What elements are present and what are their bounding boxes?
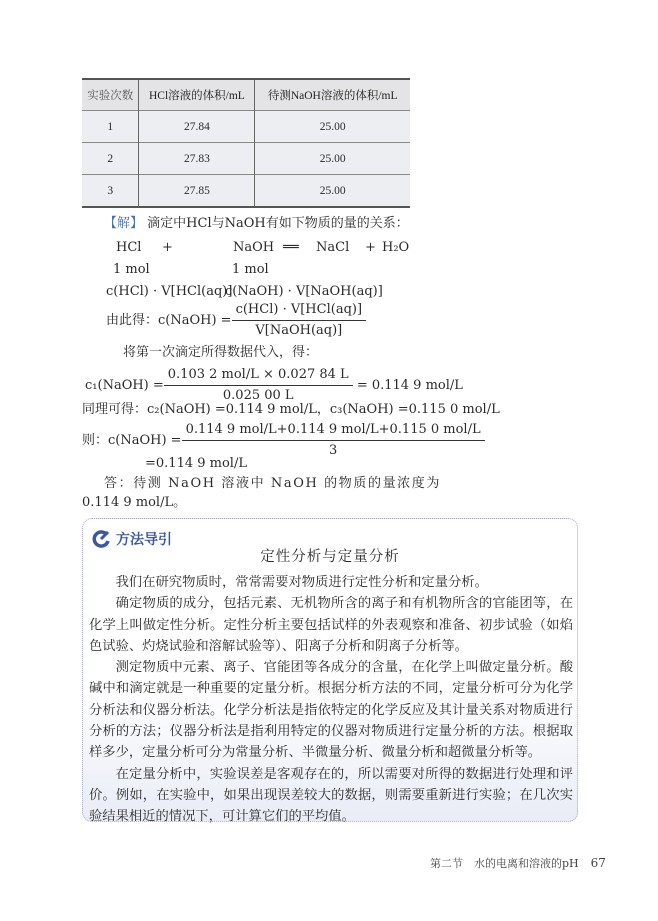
method-guide-box	[82, 518, 578, 825]
eq-term: +	[365, 240, 376, 255]
numerator: 0.114 9 mol/L+0.114 9 mol/L+0.115 0 mol/L	[182, 422, 485, 441]
mol-label: 1 mol	[232, 262, 269, 277]
cell: 2	[82, 143, 139, 175]
numerator: c(HCl) · V[HCl(aq)]	[232, 302, 366, 321]
paragraph: 测定物质中元素、离子、官能团等各成分的含量，在化学上叫做定量分析。酸碱中和滴定就是一种重要的定量分析。根据分析方法的不同，定量分析可分为化学分析法和仪器分析法。化学分析法是指依特定的化学反应及其计量关系对物质进行分析的方法；仪器分析法是指利用特定的仪器对物质进行定量分析的方法。根据取样多少，定量分析可分为常量分析、半微量分析、微量分析和超微量分析等。	[89, 660, 573, 761]
derive-prefix: 由此得：c(NaOH) =	[106, 313, 232, 328]
avg-result: =0.114 9 mol/L	[145, 456, 247, 471]
solution-label: 【解】	[104, 216, 144, 231]
page-number: 67	[590, 856, 606, 870]
cell: 1	[82, 111, 139, 143]
eq-term: NaOH	[233, 240, 275, 255]
col-header: HCl溶液的体积/mL	[139, 79, 255, 111]
box-body	[89, 572, 573, 828]
relation: c(NaOH) · V[NaOH(aq)]	[225, 284, 383, 299]
answer-value: 0.114 9 mol/L。	[82, 495, 187, 510]
denominator: 3	[328, 443, 338, 458]
c1-line	[85, 367, 463, 404]
intro-text: 滴定中HCl与NaOH有如下物质的量的关系：	[147, 216, 409, 231]
paragraph: 我们在研究物质时，常常需要对物质进行定性分析和定量分析。	[115, 575, 488, 590]
eq-term: H₂O	[382, 240, 410, 255]
eq-term: HCl	[116, 240, 142, 255]
cell: 27.84	[139, 111, 255, 143]
badge-label: 方法导引	[116, 532, 172, 548]
eq-term: +	[162, 240, 173, 255]
table-header-row	[82, 79, 410, 111]
c1-result: = 0.114 9 mol/L	[356, 378, 463, 393]
avg-prefix: 则：c(NaOH) =	[82, 433, 182, 448]
paragraph: 在定量分析中，实验误差是客观存在的，所以需要对所得的数据进行处理和评价。例如，在实验中，如果出现误差较大的数据，则需要重新进行实验；在几次实验结果相近的情况下，可计算它们的平均值。	[89, 766, 573, 825]
cell: 25.00	[255, 111, 410, 143]
avg-line	[82, 422, 485, 459]
box-title: 定性分析与定量分析	[260, 549, 400, 565]
cell: 27.83	[139, 143, 255, 175]
relation: c(HCl) · V[HCl(aq)]	[106, 284, 233, 299]
eq-term: ══	[283, 240, 299, 255]
col-header: 待测NaOH溶液的体积/mL	[255, 79, 410, 111]
solution-intro	[104, 216, 409, 232]
numerator: 0.103 2 mol/L × 0.027 84 L	[164, 367, 353, 386]
eq-term: NaCl	[316, 240, 350, 255]
col-header: 实验次数	[82, 79, 139, 111]
substitute-text: 将第一次滴定所得数据代入，得：	[123, 345, 319, 360]
cell: 27.85	[139, 175, 255, 208]
answer-line: 答：待测 NaOH 溶液中 NaOH 的物质的量浓度为	[104, 476, 441, 491]
similar-line: 同理可得：c₂(NaOH) =0.114 9 mol/L，c₃(NaOH) =0.115 0 mol/L	[82, 402, 500, 417]
cell: 3	[82, 175, 139, 208]
denominator: 0.025 00 L	[222, 388, 294, 403]
table-row	[82, 111, 410, 143]
derive-line	[106, 302, 366, 339]
page-footer	[430, 855, 606, 871]
c1-prefix: c₁(NaOH) =	[85, 378, 164, 393]
section-title: 第二节 水的电离和溶液的pH	[430, 857, 579, 870]
cell: 25.00	[255, 175, 410, 208]
cell: 25.00	[255, 143, 410, 175]
paragraph: 确定物质的成分，包括元素、无机物所含的离子和有机物所含的官能团等，在化学上叫做定性分析。定性分析主要包括试样的外表观察和准备、初步试验（如焰色试验、灼烧试验和溶解试验等）、阳离子分析和阴离子分析等。	[89, 596, 573, 654]
table-row	[82, 175, 410, 208]
denominator: V[NaOH(aq)]	[255, 323, 343, 338]
mol-label: 1 mol	[113, 262, 150, 277]
titration-data-table	[82, 78, 410, 208]
table-row	[82, 143, 410, 175]
